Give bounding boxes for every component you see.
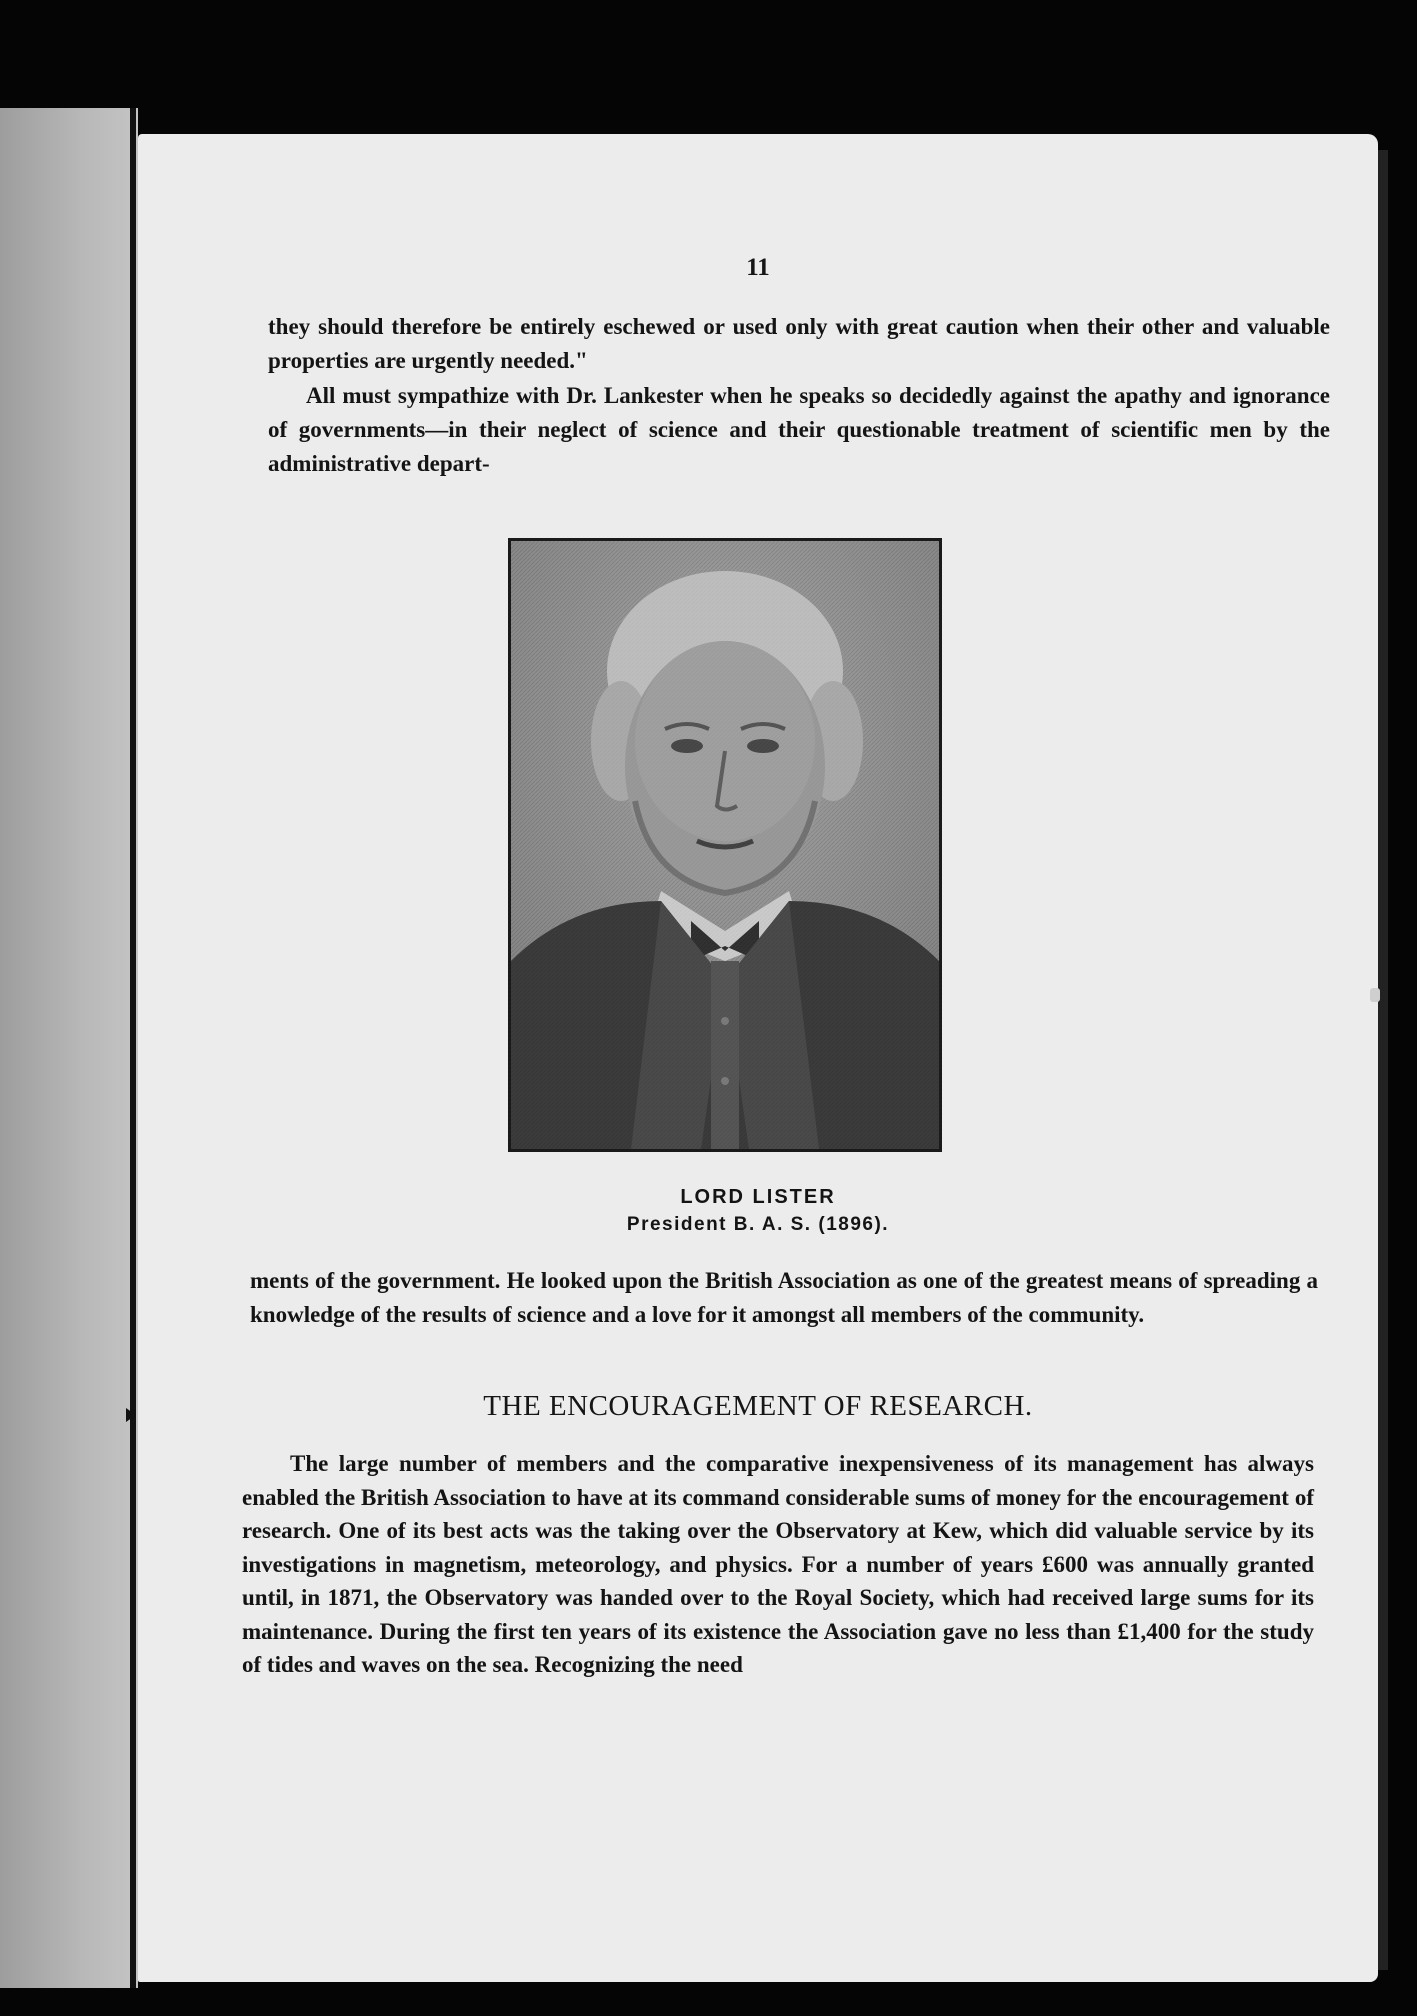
page-edge-shadow bbox=[1378, 150, 1388, 1970]
page-number: 11 bbox=[746, 254, 770, 281]
paragraph-british-association: ments of the government. He looked upon the British Association as one of the greatest means of spreading a knowledge of the results of science and a love for it amongst all members of the community. bbox=[250, 1268, 1318, 1327]
portrait-caption-name: LORD LISTER bbox=[680, 1186, 836, 1208]
portrait-photo bbox=[508, 538, 942, 1152]
spine-mark bbox=[126, 1408, 136, 1422]
paragraph-research: The large number of members and the comparative inexpensiveness of its management has always enabled the British Association to have at its command considerable sums of money for the encouragement of research. One of its best acts was the taking over the Observatory at Kew, which did valuable service by its investigations in magnetism, meteorology, and physics. For a number of years £600 was annually granted until, in 1871, the Observatory was handed over to the Royal Society, which had received large sums for its maintenance. During the first ten years of its existence the Association gave no less than £1,400 for the study of tides and waves on the sea. Recognizing the need bbox=[242, 1451, 1314, 1677]
portrait-illustration bbox=[511, 541, 939, 1149]
book-page bbox=[138, 134, 1378, 1982]
book-spine bbox=[130, 108, 136, 1988]
section-heading: THE ENCOURAGEMENT OF RESEARCH. bbox=[483, 1390, 1033, 1422]
scan-artifact bbox=[1370, 988, 1380, 1002]
paragraph-lankester: All must sympathize with Dr. Lankester when he speaks so decidedly against the apathy and ignorance of governments—in their neglect of science and their questionable treatment of scientific men by the administrative depart- bbox=[268, 383, 1330, 476]
paragraph-continued-quote: they should therefore be entirely eschewed or used only with great caution when their other and valuable properties are urgently needed." bbox=[268, 314, 1330, 373]
facing-page-edge bbox=[0, 108, 138, 1988]
portrait-caption-role: President B. A. S. (1896). bbox=[626, 1214, 890, 1235]
